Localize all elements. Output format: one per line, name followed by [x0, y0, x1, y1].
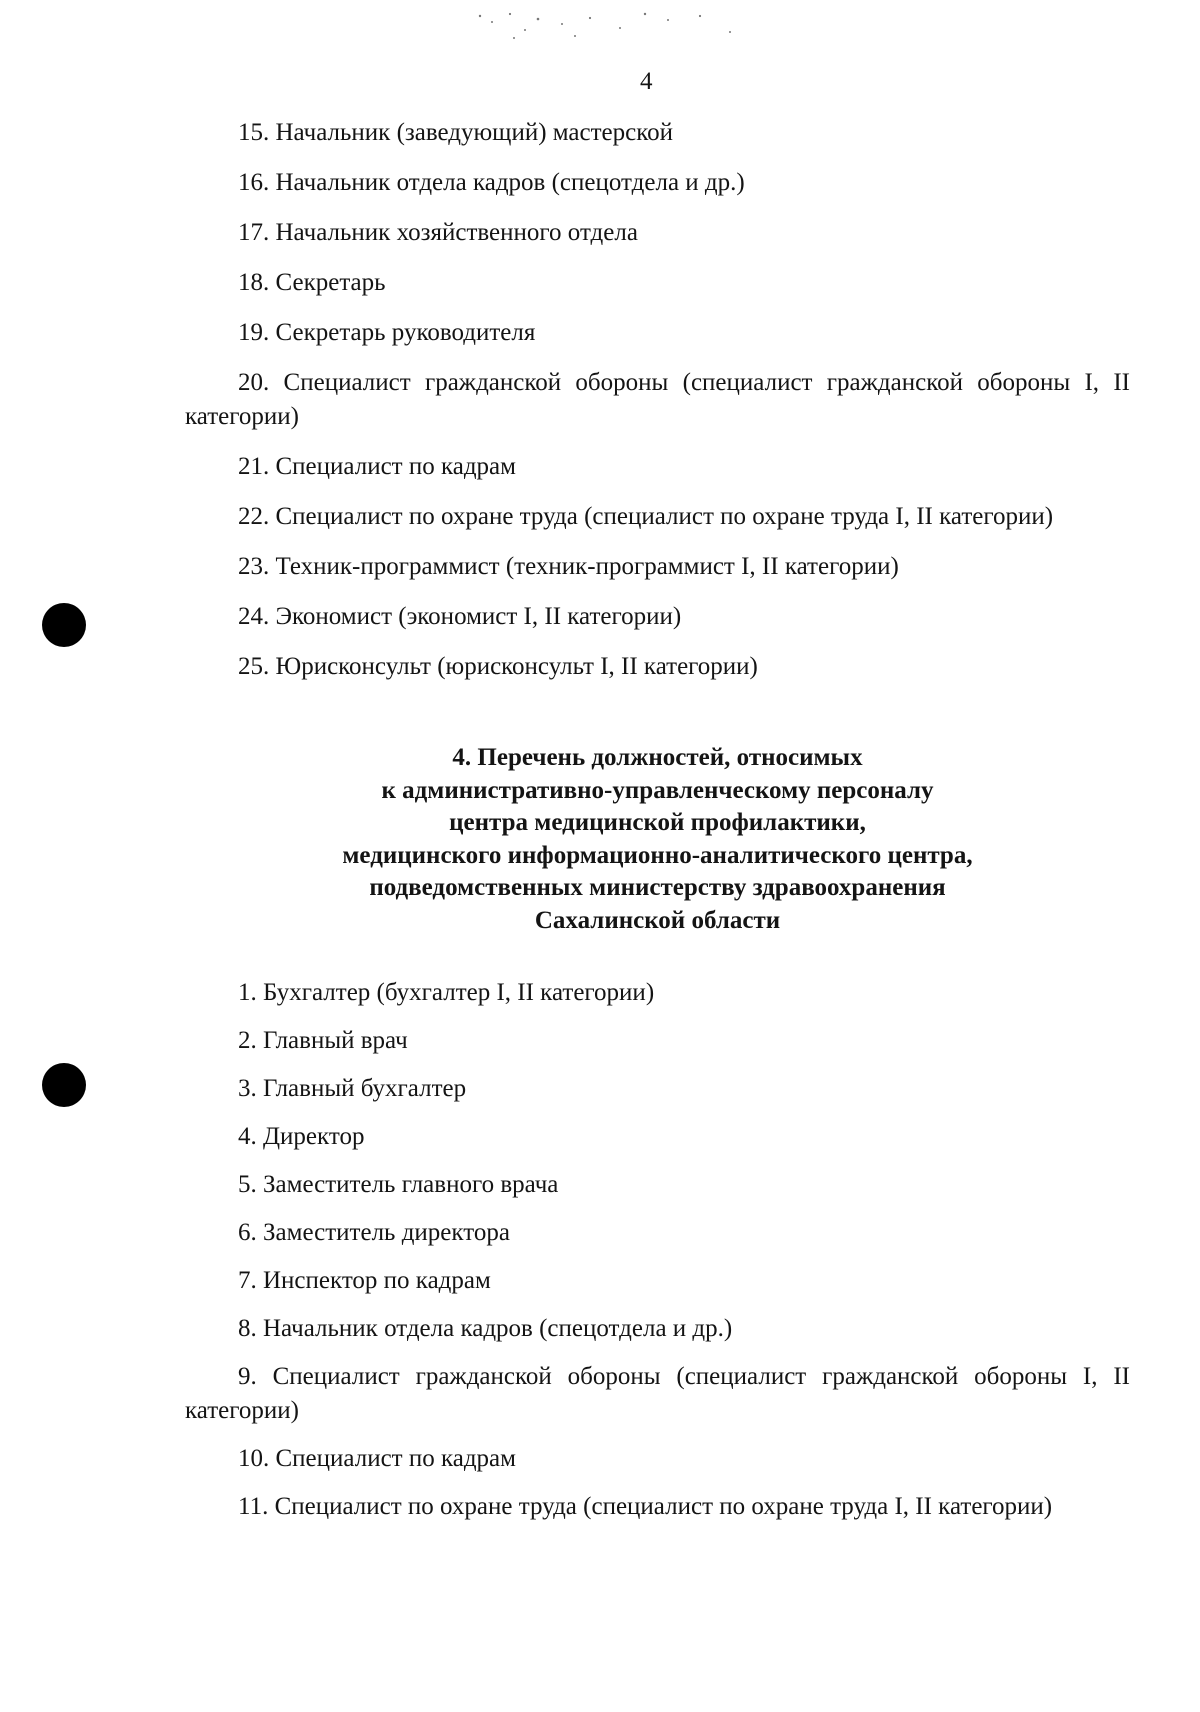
list-item: 25. Юрисконсульт (юрисконсульт I, II категории): [238, 653, 758, 680]
list-item: 7. Инспектор по кадрам: [238, 1267, 491, 1294]
list-item: 1. Бухгалтер (бухгалтер I, II категории): [238, 979, 655, 1006]
section-heading-line: Сахалинской области: [534, 906, 781, 934]
punch-hole: [42, 603, 86, 647]
section-heading-line: медицинского информационно-аналитического центра,: [342, 841, 973, 869]
list-item: 19. Секретарь руководителя: [238, 319, 536, 346]
positions-list-section-4: [185, 976, 1130, 1538]
section-heading: [185, 742, 1130, 937]
page-number: 4: [640, 68, 653, 95]
list-item: 24. Экономист (экономист I, II категории): [238, 603, 682, 630]
scan-noise-marks: [470, 4, 770, 54]
list-item: 8. Начальник отдела кадров (спецотдела и др.): [238, 1315, 733, 1342]
list-item: 9. Специалист гражданской обороны (специалист гражданской обороны I, II категории): [185, 1363, 1130, 1424]
list-item: 17. Начальник хозяйственного отдела: [238, 219, 638, 246]
list-item: 3. Главный бухгалтер: [238, 1075, 467, 1102]
section-heading-line: 4. Перечень должностей, относимых: [452, 744, 863, 771]
list-item: 20. Специалист гражданской обороны (специалист гражданской обороны I, II категории): [185, 369, 1130, 430]
section-heading-line: к административно-управленческому персоналу: [381, 776, 934, 804]
section-heading-line: подведомственных министерству здравоохранения: [369, 874, 946, 901]
list-item: 11. Специалист по охране труда (специалист по охране труда I, II категории): [238, 1493, 1053, 1520]
list-item: 2. Главный врач: [238, 1027, 408, 1054]
positions-list-continued: [185, 116, 1130, 700]
list-item: 6. Заместитель директора: [238, 1219, 510, 1246]
list-item: 22. Специалист по охране труда (специалист по охране труда I, II категории): [238, 503, 1054, 530]
list-item: 18. Секретарь: [238, 269, 386, 296]
list-item: 21. Специалист по кадрам: [238, 453, 516, 480]
list-item: 10. Специалист по кадрам: [238, 1445, 516, 1472]
punch-hole: [42, 1063, 86, 1107]
list-item: 5. Заместитель главного врача: [238, 1171, 559, 1198]
list-item: 23. Техник-программист (техник-программист I, II категории): [238, 553, 899, 580]
section-heading-line: центра медицинской профилактики,: [449, 809, 866, 836]
list-item: 15. Начальник (заведующий) мастерской: [238, 119, 673, 146]
list-item: 16. Начальник отдела кадров (спецотдела и др.): [238, 169, 745, 196]
list-item: 4. Директор: [238, 1123, 365, 1150]
